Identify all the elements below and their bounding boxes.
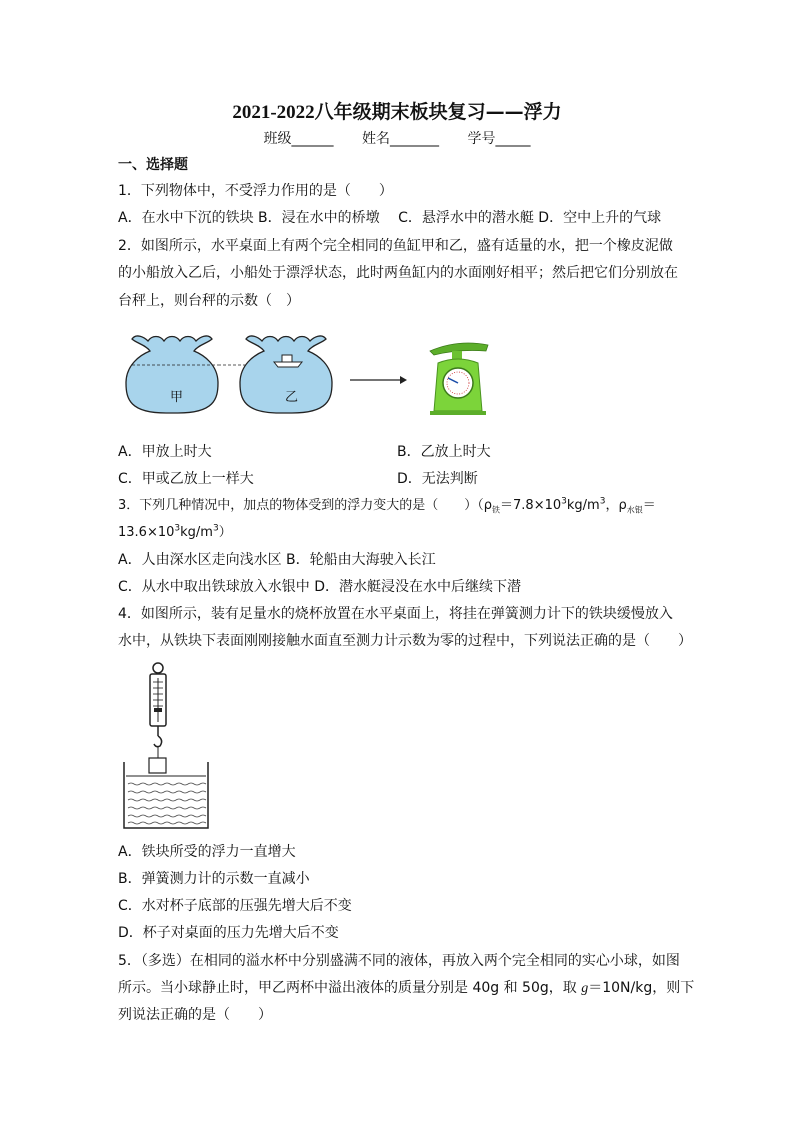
q2-stem-line3: 台秤上，则台秤的示数（ ） (118, 293, 300, 309)
q3-options-cd: C．从水中取出铁球放入水银中 D．潜水艇浸没在水中后继续下潜 (118, 579, 522, 595)
q5-stem-line1: 5．（多选）在相同的溢水杯中分别盛满不同的液体，再放入两个完全相同的实心小球，如图 (118, 953, 680, 969)
q4-option-a: A．铁块所受的浮力一直增大 (118, 844, 296, 860)
q5-stem-line3: 列说法正确的是（ ） (118, 1007, 272, 1023)
page-title: 2021-2022八年级期末板块复习——浮力 (232, 101, 562, 123)
q3-options-ab: A．人由深水区走向浅水区 B．轮船由大海驶入长江 (118, 552, 436, 568)
tank-jia-label: 甲 (170, 390, 184, 405)
student-id-field: 学号_____ (467, 131, 531, 147)
arrow-right-icon (350, 376, 407, 384)
q2-figure (118, 325, 498, 425)
q4-stem-line2: 水中，从铁块下表面刚刚接触水面直至测力计示数为零的过程中，下列说法正确的是（ ） (118, 633, 692, 649)
q2-stem-line2: 的小船放入乙后，小船处于漂浮状态，此时两鱼缸内的水面刚好相平；然后把它们分别放在 (118, 265, 678, 281)
q4-figure (118, 660, 218, 832)
name-field: 姓名_______ (362, 131, 439, 147)
tank-yi-label: 乙 (285, 390, 299, 405)
spring-scale-icon (150, 663, 166, 758)
q2-option-d: D．无法判断 (397, 471, 478, 487)
q4-option-c: C．水对杯子底部的压强先增大后不变 (118, 898, 352, 914)
q2-option-b: B．乙放上时大 (397, 444, 491, 460)
section-title: 一、选择题 (118, 157, 188, 173)
class-field: 班级______ (263, 131, 334, 147)
q3-stem-line2: $13.6\times 10^3kg/m^3$） (118, 523, 232, 540)
q2-option-c: C．甲或乙放上一样大 (118, 471, 254, 487)
q5-stem-line2: 所示。当小球静止时，甲乙两杯中溢出液体的质量分别是 40g 和 50g，取 g＝10N/kg，则下 (118, 980, 695, 996)
q1-options: A．在水中下沉的铁块 B．浸在水中的桥墩 C．悬浮水中的潜水艇 D．空中上升的气球 (118, 210, 662, 226)
q3-stem-line1: 3．下列几种情况中，加点的物体受到的浮力变大的是（ ）（$\rho_铁=7.8\times 10^3kg/m^3$，$\rho_{水银}=$ (118, 496, 656, 515)
q2-option-a: A．甲放上时大 (118, 444, 212, 460)
iron-block (149, 758, 166, 773)
q4-option-d: D．杯子对桌面的压力先增大后不变 (118, 925, 339, 941)
q1-stem: 1．下列物体中，不受浮力作用的是（ ） (118, 183, 393, 199)
q4-stem-line1: 4．如图所示，装有足量水的烧杯放置在水平桌面上，将挂在弹簧测力计下的铁块缓慢放入 (118, 606, 673, 622)
q2-stem-line1: 2．如图所示，水平桌面上有两个完全相同的鱼缸甲和乙，盛有适量的水，把一个橡皮泥做 (118, 238, 673, 254)
student-info-line (0, 128, 794, 148)
q4-option-b: B．弹簧测力计的示数一直减小 (118, 871, 310, 887)
scale-icon (430, 343, 488, 415)
